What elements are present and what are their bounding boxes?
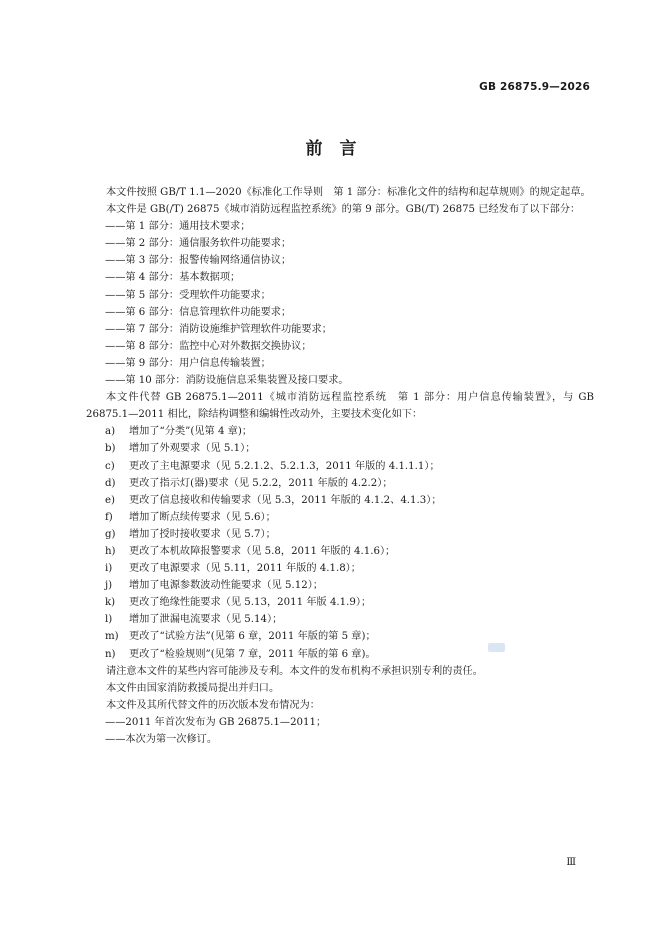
change-list-item <box>86 423 594 440</box>
change-text: 增加了电源参数波动性能要求（见 5.12）； <box>129 580 324 592</box>
change-text: 更改了“试验方法”(见第 6 章，2011 年版的第 5 章)； <box>129 631 376 643</box>
change-list-item <box>86 646 594 663</box>
change-text: 更改了“检验规则”(见第 7 章，2011 年版的第 6 章)。 <box>129 648 376 660</box>
change-label: g) <box>105 528 116 540</box>
change-list-item <box>86 628 594 645</box>
history-intro: 本文件及其所代替文件的历次版本发布情况为： <box>106 699 320 711</box>
change-label: l) <box>105 614 113 626</box>
part-list-item: ——第 10 部分：消防设施信息采集装置及接口要求。 <box>105 375 349 387</box>
replacement-paragraph: 本文件代替 GB 26875.1—2011《城市消防远程监控系统 第 1 部分：用户信息传输装置》，与 GB 26875.1—2011 相比，除结构调整和编辑性改动外，主要技术变化如下： <box>86 392 594 421</box>
part-list-item: ——第 3 部分：报警传输网络通信协议； <box>105 255 292 267</box>
change-text: 更改了电源要求（见 5.11，2011 年版的 4.1.8）； <box>129 563 361 575</box>
change-list-item <box>86 611 594 628</box>
change-text: 增加了断点续传要求（见 5.6）； <box>129 511 276 523</box>
page-number: Ⅲ <box>566 857 576 868</box>
change-label: b) <box>105 443 116 455</box>
part-list-item: ——第 9 部分：用户信息传输装置； <box>105 357 271 369</box>
watermark-logo <box>488 643 505 652</box>
change-text: 增加了授时接收要求（见 5.7）； <box>129 528 276 540</box>
change-text: 增加了“分类”(见第 4 章)； <box>129 426 253 438</box>
history-list-item: ——本次为第一次修订。 <box>105 734 218 745</box>
change-list-item <box>86 458 594 475</box>
change-label: j) <box>105 580 113 592</box>
change-label: h) <box>105 545 116 557</box>
standard-number: GB 26875.9—2026 <box>479 81 590 93</box>
change-list-item <box>86 440 594 457</box>
part-list-item: ——第 6 部分：信息管理软件功能要求； <box>105 306 292 318</box>
part-list-item: ——第 5 部分：受理软件功能要求； <box>105 289 271 301</box>
change-list-item <box>86 492 594 509</box>
change-list-item <box>86 543 594 560</box>
intro-paragraph: 本文件是 GB(/T) 26875《城市消防远程监控系统》的第 9 部分。GB(/T) 26875 已经发布了以下部分： <box>106 204 581 216</box>
part-list-item: ——第 2 部分：通信服务软件功能要求； <box>105 238 292 250</box>
change-label: c) <box>105 460 115 472</box>
intro-paragraph: 本文件按照 GB/T 1.1—2020《标准化工作导则 第 1 部分：标准化文件的结构和起草规则》的规定起草。 <box>106 187 591 198</box>
part-list-item: ——第 7 部分：消防设施维护管理软件功能要求； <box>105 323 332 335</box>
patent-notice: 请注意本文件的某些内容可能涉及专利。本文件的发布机构不承担识别专利的责任。 <box>106 665 483 677</box>
change-list-item <box>86 577 594 594</box>
change-text: 更改了主电源要求（见 5.2.1.2、5.2.1.3，2011 年版的 4.1.1.1）； <box>129 460 440 472</box>
part-list-item: ——第 1 部分：通用技术要求； <box>105 221 251 233</box>
change-label: m) <box>105 631 119 643</box>
change-label: n) <box>105 648 116 660</box>
history-list-item: ——2011 年首次发布为 GB 26875.1—2011； <box>105 716 327 728</box>
change-text: 增加了外观要求（见 5.1）； <box>129 443 256 455</box>
change-list-item <box>86 475 594 492</box>
part-list-item: ——第 8 部分：监控中心对外数据交换协议； <box>105 340 312 352</box>
page-title: 前 言 <box>305 139 357 159</box>
change-text: 更改了信息接收和传输要求（见 5.3，2011 年版的 4.1.2、4.1.3）； <box>129 494 442 506</box>
change-label: e) <box>105 494 116 506</box>
change-text: 更改了指示灯(器)要求（见 5.2.2，2011 年版的 4.2.2）； <box>129 477 393 489</box>
change-list-item <box>86 526 594 543</box>
proposer-statement: 本文件由国家消防救援局提出并归口。 <box>106 682 280 694</box>
change-label: k) <box>105 597 116 609</box>
change-text: 更改了本机故障报警要求（见 5.8，2011 年版的 4.1.6）； <box>129 545 396 557</box>
change-list-item <box>86 560 594 577</box>
change-text: 更改了绝缘性能要求（见 5.13，2011 年版 4.1.9）； <box>129 597 372 609</box>
part-list-item: ——第 4 部分：基本数据项； <box>105 272 241 284</box>
change-label: i) <box>105 563 113 575</box>
change-label: d) <box>105 477 116 489</box>
change-text: 增加了泄漏电流要求（见 5.14）； <box>129 614 283 626</box>
change-list-item <box>86 509 594 526</box>
change-list-item <box>86 594 594 611</box>
document-body <box>86 184 594 748</box>
change-label: a) <box>105 426 116 438</box>
change-label: f) <box>105 511 113 523</box>
